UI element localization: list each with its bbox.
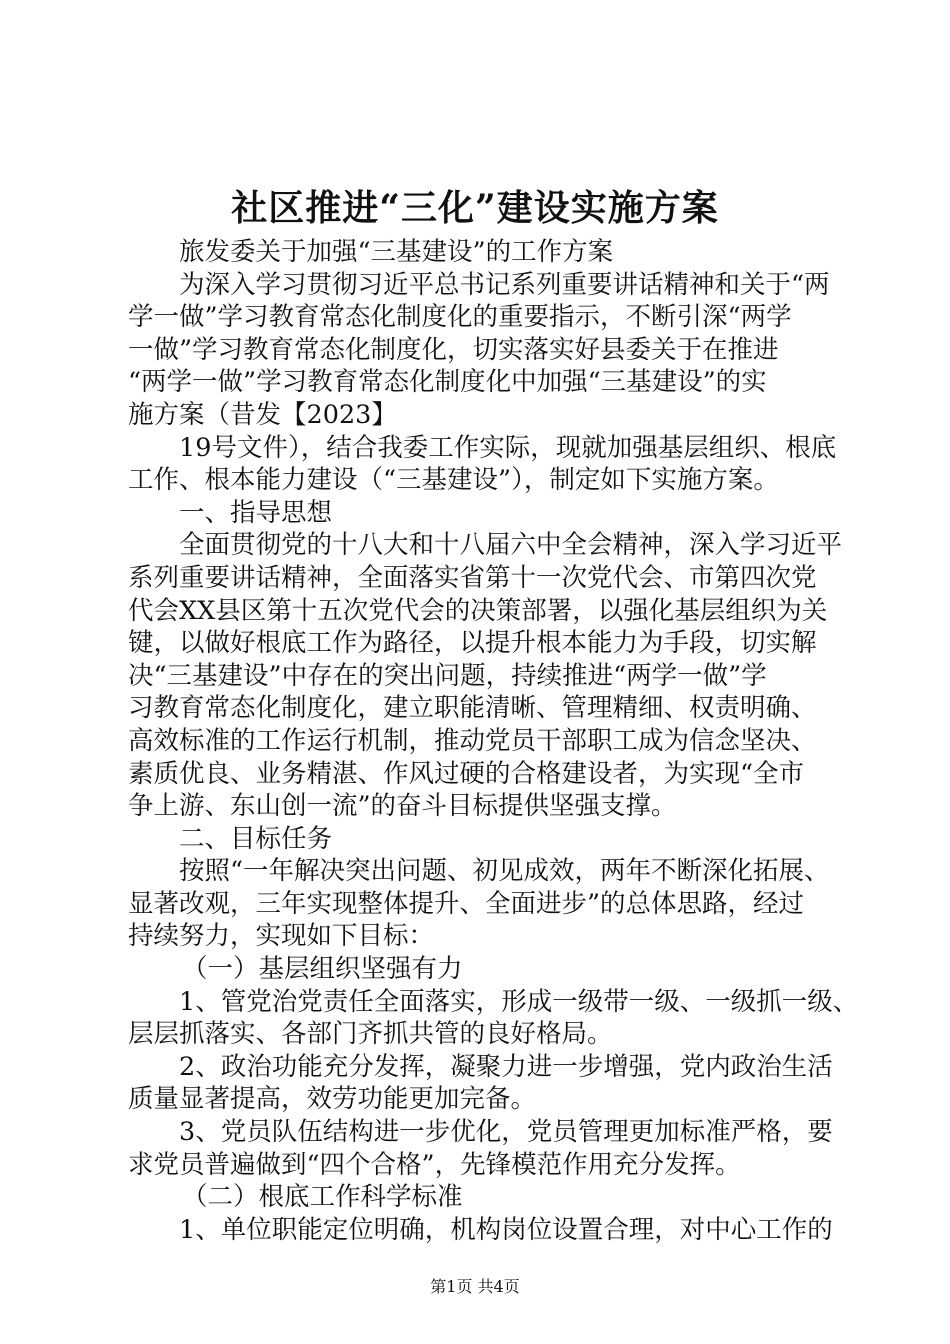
- text-line: 键，以做好根底工作为路径，以提升根本能力为手段，切实解: [128, 628, 817, 659]
- text-line: 按照“一年解决突出问题、初见成效，两年不断深化拓展、: [179, 856, 830, 887]
- text-line: 19号文件），结合我委工作实际，现就加强基层组织、根底: [179, 432, 837, 463]
- text-line: “两学一做”学习教育常态化制度化中加强“三基建设”的实: [128, 367, 767, 398]
- text-line: 系列重要讲话精神，全面落实省第十一次党代会、市第四次党: [128, 562, 817, 593]
- text-line: 习教育常态化制度化，建立职能清晰、管理精细、权责明确、: [128, 693, 817, 724]
- text-line: 决“三基建设”中存在的突出问题，持续推进“两学一做”学: [128, 660, 767, 691]
- document-title: 社区推进“三化”建设实施方案: [231, 187, 719, 229]
- text-line: 求党员普遍做到“四个合格”，先锋模范作用充分发挥。: [128, 1149, 741, 1180]
- text-line: 施方案（昔发【2023】: [128, 399, 397, 430]
- text-line: 2、政治功能充分发挥，凝聚力进一步增强，党内政治生活: [179, 1051, 833, 1082]
- text-line: 持续努力，实现如下目标：: [128, 921, 435, 952]
- text-line: 3、党员队伍结构进一步优化，党员管理更加标准严格，要: [179, 1117, 833, 1148]
- text-line: 显著改观，三年实现整体提升、全面进步”的总体思路，经过: [128, 888, 805, 919]
- text-line: 1、管党治党责任全面落实，形成一级带一级、一级抓一级、: [179, 986, 859, 1017]
- text-line: 工作、根本能力建设（“三基建设”），制定如下实施方案。: [128, 465, 779, 496]
- text-line: 素质优良、业务精湛、作风过硬的合格建设者，为实现“全市: [128, 758, 805, 789]
- subsection-heading: （二）根底工作科学标准: [182, 1182, 463, 1213]
- subsection-heading: （一）基层组织坚强有力: [182, 954, 463, 985]
- text-line: 学一做”学习教育常态化制度化的重要指示，不断引深“两学: [128, 302, 792, 333]
- document-body: [128, 236, 859, 1246]
- section-heading: 二、目标任务: [179, 823, 333, 854]
- text-line: 旅发委关于加强“三基建设”的工作方案: [179, 237, 614, 267]
- text-line: 全面贯彻党的十八大和十八届六中全会精神，深入学习近平: [179, 530, 843, 561]
- text-line: 代会XX县区第十五次党代会的决策部署，以强化基层组织为关: [128, 595, 828, 626]
- section-heading: 一、指导思想: [179, 497, 333, 528]
- page-footer: 第1页 共4页: [430, 1277, 520, 1296]
- text-line: 层层抓落实、各部门齐抓共管的良好格局。: [128, 1019, 613, 1050]
- text-line: 一做”学习教育常态化制度化，切实落实好县委关于在推进: [128, 334, 779, 365]
- text-line: 质量显著提高，效劳功能更加完备。: [128, 1084, 537, 1115]
- text-line: 争上游、东山创一流”的奋斗目标提供坚强支撑。: [128, 791, 677, 822]
- text-line: 高效标准的工作运行机制，推动党员干部职工成为信念坚决、: [128, 725, 817, 756]
- text-line: 1、单位职能定位明确，机构岗位设置合理，对中心工作的: [179, 1214, 833, 1245]
- text-line: 为深入学习贯彻习近平总书记系列重要讲话精神和关于“两: [179, 269, 830, 300]
